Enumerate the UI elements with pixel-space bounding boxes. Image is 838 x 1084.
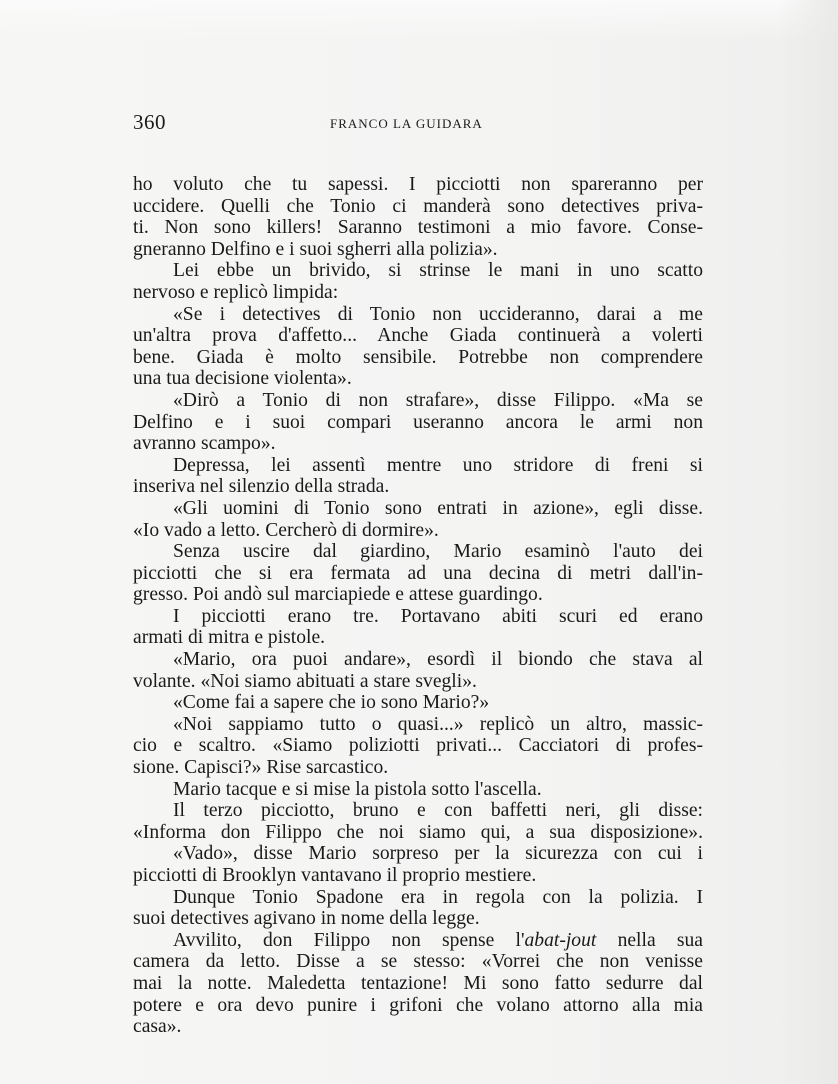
text-line: «Mario, ora puoi andare», esordì il biondo che stava al xyxy=(173,649,703,671)
text-line: avranno scampo». xyxy=(133,433,276,455)
text-line: Avvilito, don Filippo non spense l'abat-jout nella sua xyxy=(173,929,703,951)
page-header xyxy=(133,110,699,136)
scan-shadow-top xyxy=(0,0,838,40)
text-line: sione. Capisci?» Rise sarcastico. xyxy=(133,757,389,779)
text-line: suoi detectives agivano in nome della legge. xyxy=(133,908,480,930)
text-line: «Noi sappiamo tutto o quasi...» replicò un altro, massic- xyxy=(173,713,703,735)
text-line: picciotti che si era fermata ad una decina di metri dall'in- xyxy=(133,562,703,584)
text-line: Dunque Tonio Spadone era in regola con la polizia. I xyxy=(173,886,703,908)
page-number: 360 xyxy=(133,110,166,134)
text-line: picciotti di Brooklyn vantavano il proprio mestiere. xyxy=(133,865,537,886)
text-line: gresso. Poi andò sul marciapiede e attese guardingo. xyxy=(133,584,543,606)
text-line: ho voluto che tu sapessi. I picciotti non spareranno per xyxy=(133,174,703,195)
text-line: una tua decisione violenta». xyxy=(133,368,352,390)
text-line: «Informa don Filippo che noi siamo qui, a sua disposizione». xyxy=(133,821,703,843)
text-line: nervoso e replicò limpida: xyxy=(133,281,339,303)
text-line: Lei ebbe un brivido, si strinse le mani in uno scatto xyxy=(173,260,703,282)
text-line: bene. Giada è molto sensibile. Potrebbe non comprendere xyxy=(133,346,703,368)
text-line: casa». xyxy=(133,1016,182,1038)
body-text xyxy=(133,174,703,1038)
text-line: Mario tacque e si mise la pistola sotto l'ascella. xyxy=(173,778,542,800)
scan-shadow-right xyxy=(778,0,838,1084)
text-line: «Vado», disse Mario sorpreso per la sicurezza con cui i xyxy=(173,843,703,865)
text-line: gneranno Delfino e i suoi sgherri alla polizia». xyxy=(133,238,498,260)
text-line: Delfino e i suoi compari useranno ancora le armi non xyxy=(133,411,703,433)
text-line: camera da letto. Disse a se stesso: «Vorrei che non venisse xyxy=(133,951,703,973)
text-line: «Gli uomini di Tonio sono entrati in azione», egli disse. xyxy=(173,497,703,519)
text-line: «Dirò a Tonio di non strafare», disse Filippo. «Ma se xyxy=(173,389,703,411)
text-line: un'altra prova d'affetto... Anche Giada continuerà a volerti xyxy=(133,325,703,347)
text-line: «Come fai a sapere che io sono Mario?» xyxy=(173,692,490,714)
text-line: volante. «Noi siamo abituati a stare svegli». xyxy=(133,670,477,692)
text-line: potere e ora devo punire i grifoni che volano attorno alla mia xyxy=(133,994,703,1016)
text-line: inseriva nel silenzio della strada. xyxy=(133,476,390,498)
text-line: I picciotti erano tre. Portavano abiti scuri ed erano xyxy=(173,605,703,627)
text-line: mai la notte. Maledetta tentazione! Mi sono fatto sedurre dal xyxy=(133,972,703,994)
text-line: armati di mitra e pistole. xyxy=(133,627,326,649)
text-line: Il terzo picciotto, bruno e con baffetti neri, gli disse: xyxy=(173,800,703,822)
text-line: Senza uscire dal giardino, Mario esaminò l'auto dei xyxy=(173,541,703,563)
text-line: uccidere. Quelli che Tonio ci manderà sono detectives priva- xyxy=(133,195,703,217)
text-line: cio e scaltro. «Siamo poliziotti privati... Cacciatori di profes- xyxy=(133,735,703,757)
text-line: ti. Non sono killers! Saranno testimoni a mio favore. Conse- xyxy=(133,217,703,239)
text-line: «Io vado a letto. Cercherò di dormire». xyxy=(133,519,439,541)
running-head: FRANCO LA GUIDARA xyxy=(330,116,483,131)
text-line: «Se i detectives di Tonio non uccideranno, darai a me xyxy=(173,303,703,325)
text-line: Depressa, lei assentì mentre uno stridore di freni si xyxy=(173,454,703,476)
